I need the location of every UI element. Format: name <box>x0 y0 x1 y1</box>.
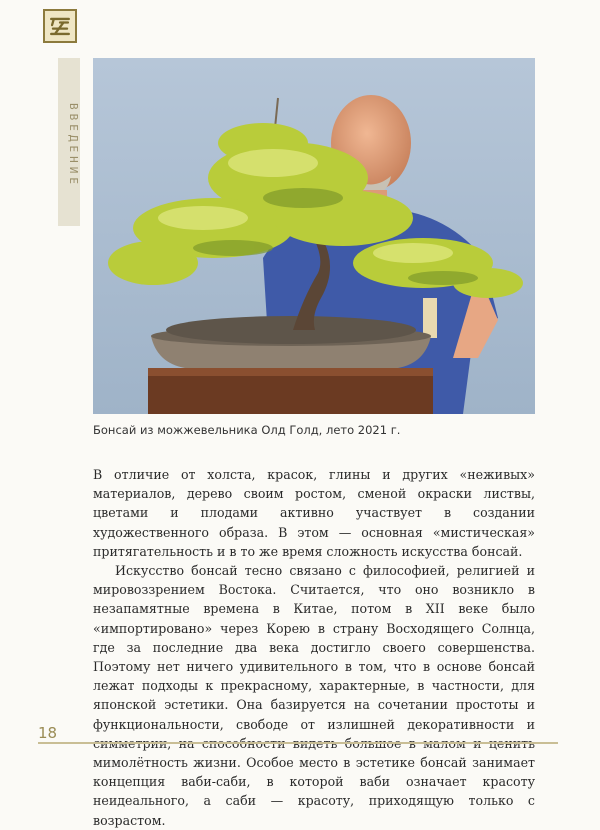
person-badge <box>423 298 437 338</box>
bonsai-logo-icon <box>43 9 77 43</box>
section-side-tab <box>58 58 80 226</box>
soil <box>166 316 416 344</box>
section-label: ВВЕДЕНИЕ <box>67 102 80 188</box>
footer-rule <box>38 742 558 744</box>
paragraph-2: Искусство бонсай тесно связано с философией, религией и мировоззрением Востока. Считается, что оно возникло в незапамятные времена в Китае, потом в XII веке было «импортировано» через Корею в страну Восходящего Солнца, где за последние два века достигло своего совершенства. Поэтому нет ничего удивительного в том, что в основе бонсай лежат подходы к прекрасному, характерные, в частности, для японской эстетики. Она базируется на сочетании простоты и функциональности, свободе от излишней декоративности и мимолётность жизни. Особое место в эстетике бонсай занимает концепция ваби-саби, в которой ваби означает красоту неидеального, а саби — красоту, приходящую только с возрастом. <box>93 563 535 828</box>
stand-top <box>148 368 433 376</box>
photo-caption: Бонсай из можжевельника Олд Голд, лето 2021 г. <box>93 423 401 437</box>
bonsai-photo <box>93 58 535 414</box>
page-number: 18 <box>38 724 58 742</box>
article-body <box>93 465 535 830</box>
paragraph-1: В отличие от холста, красок, глины и других «неживых» материалов, дерево своим ростом, сменой окраски листвы, цветами и плодами активно участвует в создании художественного образа. В этом — основная «мистическая» притягательность и в то же время сложность искусства бонсай. <box>93 467 535 559</box>
logo-glyph <box>45 11 75 41</box>
